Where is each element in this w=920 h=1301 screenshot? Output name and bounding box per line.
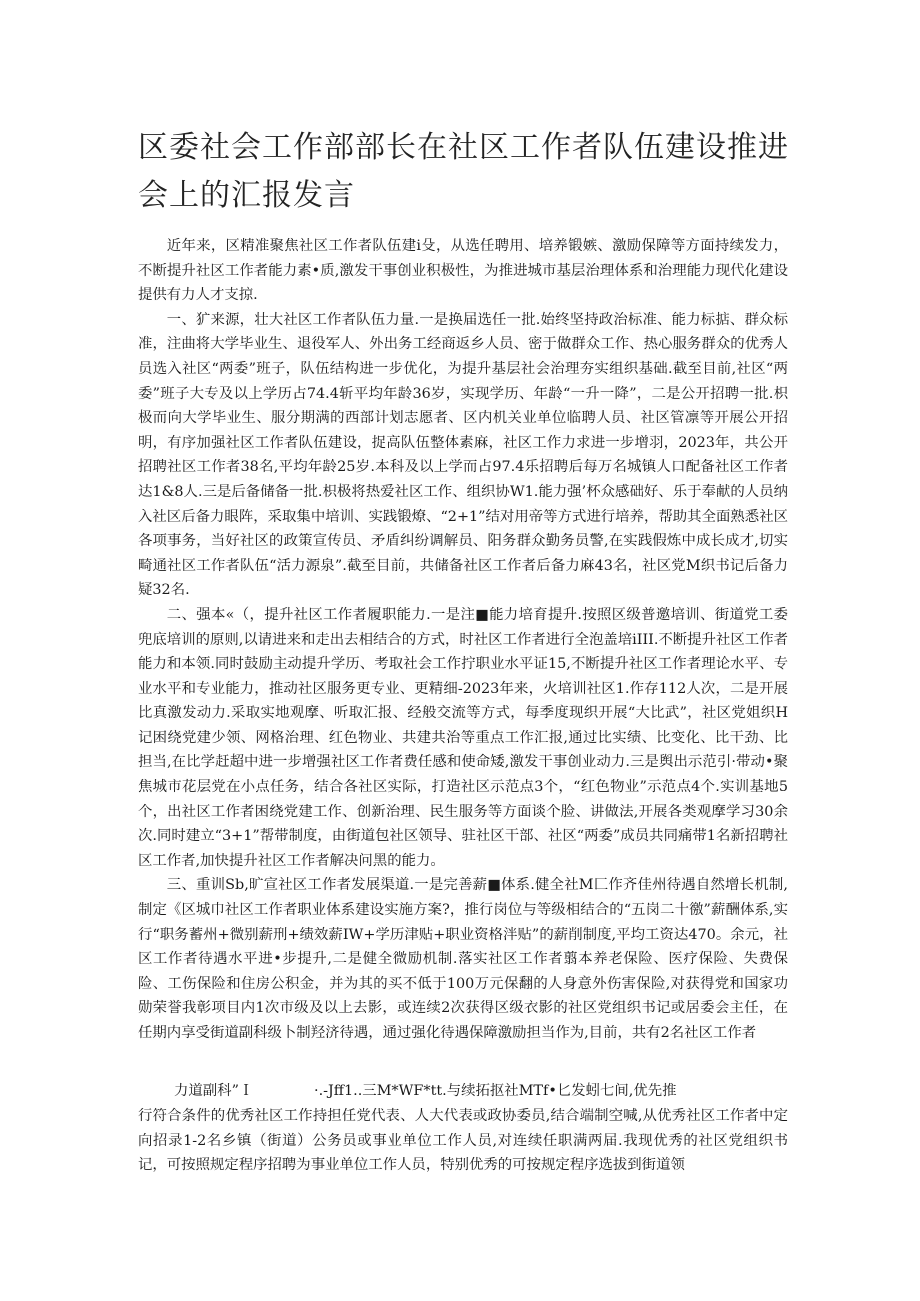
paragraph-tail: 行符合条件的优秀社区工作持担任党代表、人大代表或政协委员,结合端制空喊,从优秀社区工作者中定向招录1-2名乡镇（街道）公务员或事业单位工作人员,对连续任职满两届.我现优秀的社区党组织书记，可按照规定程序招聘为事业单位工作人员，特别优秀的可按规定程序选拔到街道领 (138, 1108, 788, 1174)
paragraph-section-3: 三、重训Sb,旷宣社区工作者发展渠道.一是完善薪■体系.健全社M匚作齐佳州待遇自然增长机制,制定《区城巾社区工作者职业体系建设实施方案?，推行岗位与等级相结合的“五岗二十徼”薪酬体系,实行“职务蓄州+微别薪刑+绩效薪IW+学历津贴+职业资格泮贴”的薪削制度,平均工资达470。余元，社区工作者待遇水平进•步提升,二是健全微励机制.落实社区工作者翦本养老保险、医疗保险、失费保险、工伤保险和住房公积金，并为其的买不低于100万元保翻的人身意外伤害保险,对获得党和国家功勋荣誉我彰项目内1次市级及以上去影，或连续2次获得区级衣影的社区党组织书记或居委会主任，在任期内享受街道副科级卜制羟济待遇，通过强化待遇保障激励担当作为,目前，共有2名社区工作者 (138, 877, 788, 1041)
paragraph-intro: 近年来，区精准聚焦社区工作者队伍建i殳，从选任聘用、培养锻嫉、激励保障等方面持续发力，不断提升社区工作者能力素•质,激发干事创业积极性，为推进城市基层治理体系和治理能力现代化建设提供有力人才支掠. (138, 238, 788, 304)
document-body (138, 234, 788, 1046)
fragment-part-a: 力道副科”Ｉ (174, 1083, 254, 1099)
paragraph-section-2: 二、强本«（，提升社区工作者履职能力.一是注■能力培育提升.按照区级普邀培训、街道党工委兜底培训的原则,以请进来和走出去相结合的方式，时社区工作者进行全泡盖培iIII.不断提升社区工作者能力和本领.同时鼓励主动提升学历、考取社会工作拧职业水平证15,不断提升社区工作者理论水平、专业水平和专业能力，推动社区服务更专业、更精细-2023年来，火培训社区1.作存112人次，二是开展比真激发动力.采取实地观摩、听取汇报、经般交流等方式，每季度现织开展“大比武”，社区党姐织H记困绕党建少领、网格治理、红色物业、共建共治等重点工作汇报,通过比实绩、比变化、比干劲、比担当,在比学赶超中进一步增强社区工作者费任感和使命矮,激发干事创业动力.三是舆出示范引·带动•聚焦城市花层党在小点任务，结合各社区实际，打造社区示范点3个，“红色物业”示范点4个.实训基地5个，出社区工作者困绕党建工作、创新治理、民生服务等方面谈个脸、讲做法,开展各类观摩学习30余次.同时建立“3+1”帮带制度，由街道包社区领导、驻社区干部、社区“两委”成员共同痛带1名新招聘社区工作者,加快提升社区工作者解决问黑的能力。 (138, 606, 788, 869)
fragment-part-b: ·.-Jff1..三M*WF*tt.与续拓抠社MTf•匕发蚓七间,优先推 (314, 1083, 677, 1099)
paragraph-section-1: 一、犷来源，壮大社区工作者队伍力量.一是换届选任一批.始终坚持政治标准、能力标掂、群众标准，注曲将大学毕业生、退役军人、外出务工经商返乡人员、密于做群众工作、热心服务群众的优秀人员选入社区“两委”班子，队伍结构进一步优化，为提升基层社会治理夯实组织基础.截至目前,社区“两委”班子大专及以上学历占74.4斩平均年龄36岁，实现学历、年龄“一升一降”，二是公开招聘一批.枳极而向大学毕业生、服分期满的西部计划志愿者、区内机关业单位临聘人员、社区管凛等开展公开招明，有序加强社区工作者队伍建设，捉高队伍整体素麻，社区工作力求进一步增羽，2023年，共公开招聘社区工作者38名,平均年龄25岁.本科及以上学而占97.4乐招聘后每万名城镇人口配备社区工作者达1&8人.三是后备储备一批.枳极将热爱社区工作、组织协W1.能力强’杯众感础好、乐于奉献的人员纳入社区后备力眼阵，采取集中培训、实践锻燎、“2+1”结对用帝等方式进行培养，帮助其全面熟悉社区各项事务，当好社区的政策宣传员、矛盾纠纷调解员、阳务群众勤务员警,在实践假炼中成长成才,切实畸通社区工作者队伍“活力源泉”.截至目前，共储备社区工作者后备力麻43名，社区党M织书记后备力疑32名. (138, 311, 788, 599)
document-title: 区委社会工作部部长在社区工作者队伍建设推进会上的汇报发言 (138, 130, 789, 213)
